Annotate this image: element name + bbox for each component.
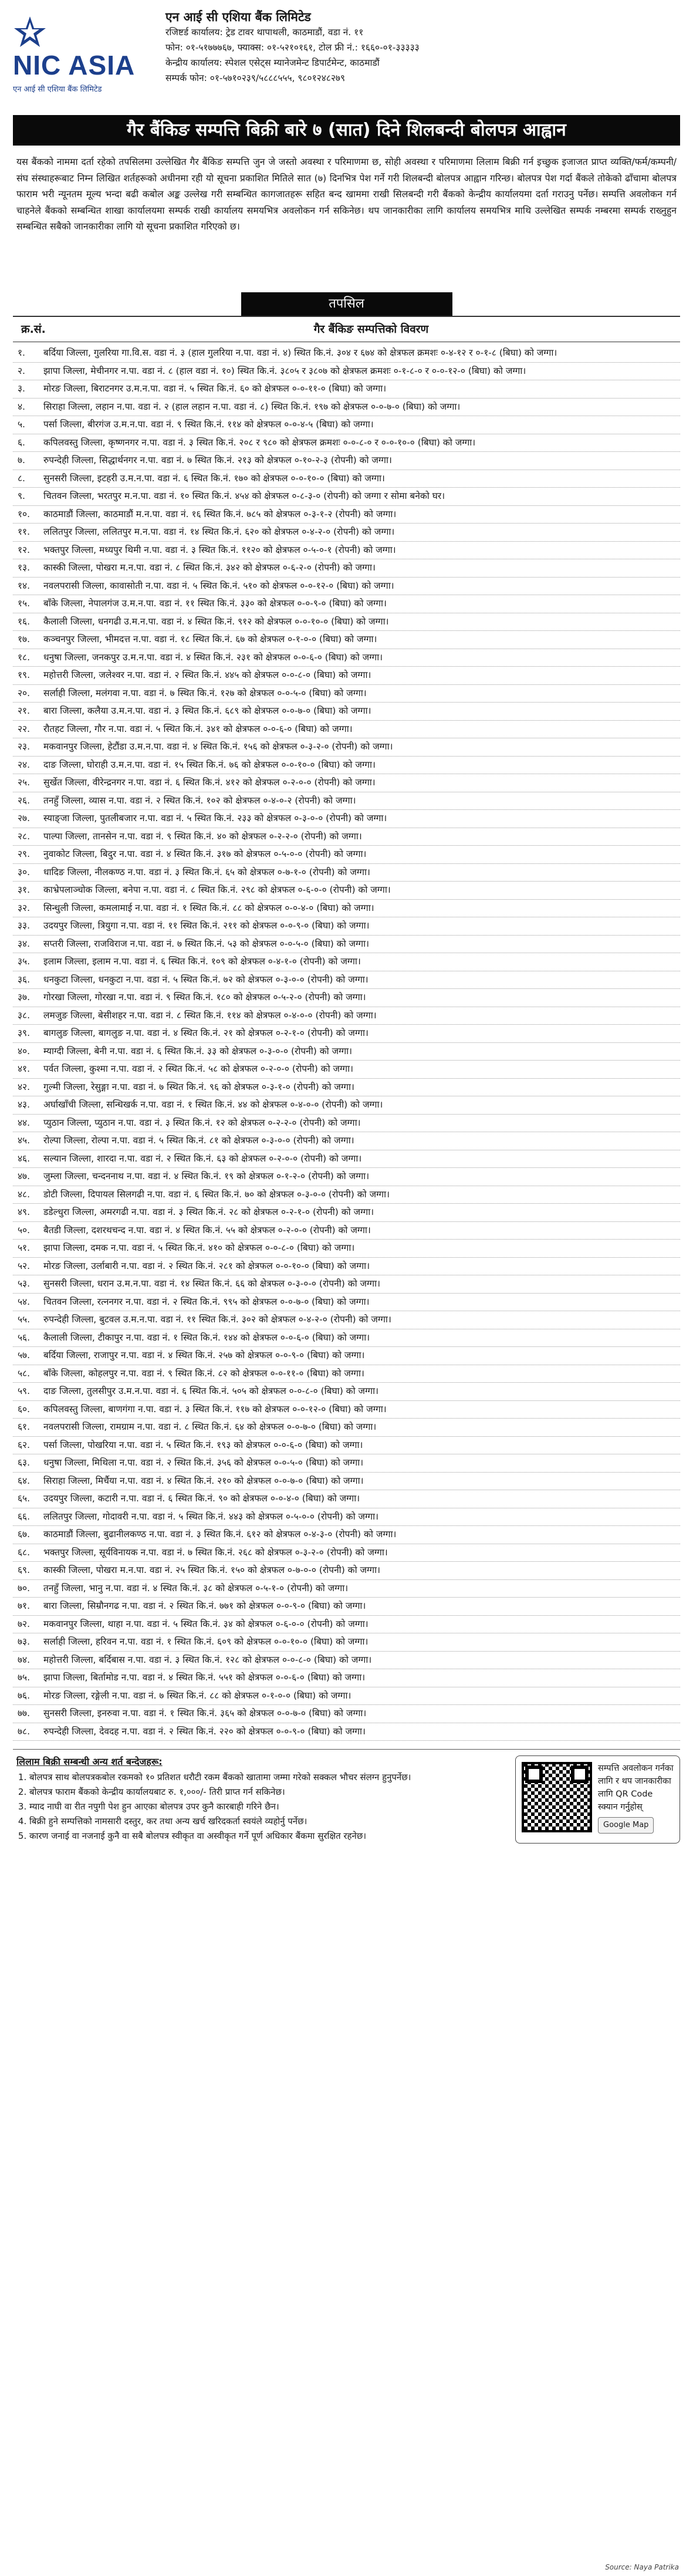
row-description: रौतहट जिल्ला, गौर न.पा. वडा नं. ५ स्थित कि.नं. ३४१ को क्षेत्रफल ०-०-६-० (बिघा) को जग्गा। — [43, 723, 353, 734]
row-serial-number: ७१. — [18, 1601, 31, 1611]
row-description: नुवाकोट जिल्ला, बिदुर न.पा. वडा नं. ४ स्थित कि.नं. ३१७ को क्षेत्रफल ०-५-०-० (रोपनी) को जग्गा। — [43, 849, 367, 859]
row-serial-number: ६०. — [18, 1403, 31, 1414]
row-serial-number: ४८. — [18, 1189, 31, 1200]
row-serial-number: ७३. — [18, 1636, 31, 1647]
table-row — [13, 470, 680, 488]
bank-contact-info — [160, 9, 680, 86]
row-description: रुपन्देही जिल्ला, सिद्धार्थनगर न.पा. वडा नं. ७ स्थित कि.नं. २१३ को क्षेत्रफल ०-१०-२-३ (रोपनी) को जग्गा। — [43, 455, 392, 465]
row-description: चितवन जिल्ला, रत्ननगर न.पा. वडा नं. २ स्थित कि.नं. ९९५ को क्षेत्रफल ०-०-७-० (बिघा) को जग्गा। — [43, 1296, 370, 1307]
row-serial-number: १६. — [18, 616, 31, 627]
row-description: मोरङ जिल्ला, बिराटनगर उ.म.न.पा. वडा नं. ५ स्थित कि.नं. ६० को क्षेत्रफल ०-०-११-० (बिघा) को जग्गा। — [43, 383, 387, 394]
row-serial-number: ८. — [18, 472, 25, 484]
table-row — [13, 1401, 680, 1419]
table-row — [13, 1723, 680, 1741]
table-row — [13, 363, 680, 381]
row-serial-number: ५. — [18, 419, 25, 430]
row-serial-number: ६१. — [18, 1422, 31, 1432]
table-row — [13, 1544, 680, 1562]
row-description: चितवन जिल्ला, भरतपुर म.न.पा. वडा नं. १० स्थित कि.नं. ४५४ को क्षेत्रफल ०-८-३-० (रोपनी) को जग्गा र सोमा बनेको घर। — [43, 491, 445, 501]
row-serial-number: ४६. — [18, 1153, 31, 1164]
row-description: धनकुटा जिल्ला, धनकुटा न.पा. वडा नं. ५ स्थित कि.नं. ७२ को क्षेत्रफल ०-३-०-० (रोपनी) को जग्गा। — [43, 974, 369, 985]
row-serial-number: ५२. — [18, 1260, 31, 1271]
row-serial-number: २१. — [18, 705, 31, 716]
row-description: दाङ जिल्ला, घोराही उ.म.न.पा. वडा नं. १५ स्थित कि.नं. ७६ को क्षेत्रफल ०-०-१०-० (बिघा) को जग्गा। — [43, 759, 376, 770]
table-row — [13, 1508, 680, 1527]
table-row — [13, 1168, 680, 1186]
table-row — [13, 1437, 680, 1455]
row-description: रुपन्देही जिल्ला, देवदह न.पा. वडा नं. २ स्थित कि.नं. २२० को क्षेत्रफल ०-०-९-० (बिघा) को जग्गा। — [43, 1726, 366, 1737]
table-row — [13, 1454, 680, 1473]
column-header-description: गैर बैंकिङ सम्पत्तिको विवरण — [313, 323, 429, 336]
row-serial-number: १२. — [18, 544, 31, 555]
row-description: अर्घाखाँची जिल्ला, सन्धिखर्क न.पा. वडा नं. १ स्थित कि.नं. ४४ को क्षेत्रफल ०-४-०-० (रोपनी) को जग्गा। — [43, 1099, 383, 1110]
row-description: काठमाडौं जिल्ला, बुढानीलकण्ठ न.पा. वडा नं. ३ स्थित कि.नं. ६१२ को क्षेत्रफल ०-४-३-० (रोपनी) को जग्गा। — [43, 1529, 397, 1539]
schedule-title: तपसिल — [241, 292, 452, 316]
table-row — [13, 685, 680, 703]
row-description: पर्वत जिल्ला, कुश्मा न.पा. वडा नं. २ स्थित कि.नं. ५८ को क्षेत्रफल ०-२-०-० (रोपनी) को जग्गा। — [43, 1064, 353, 1074]
row-description: म्याग्दी जिल्ला, बेनी न.पा. वडा नं. ६ स्थित कि.नं. ३३ को क्षेत्रफल ०-३-०-० (रोपनी) को जग्गा। — [43, 1045, 353, 1056]
terms-item: 1. बोलपत्र साथ बोलपत्रकबोल रकमको १० प्रतिशत धरौटी रकम बैंकको खातामा जम्मा गरेको सक्कल भौचर संलग्न हुनुपर्नेछ। — [29, 1770, 498, 1785]
row-serial-number: ६२. — [18, 1439, 31, 1450]
table-row — [13, 864, 680, 882]
row-serial-number: ७७. — [18, 1708, 31, 1719]
notice-title: गैर बैंकिङ सम्पत्ति बिक्री बारे ७ (सात) दिने शिलबन्दी बोलपत्र आह्वान — [13, 115, 680, 146]
row-serial-number: २८. — [18, 830, 31, 842]
table-row — [13, 524, 680, 542]
table-row — [13, 542, 680, 560]
row-description: पर्सा जिल्ला, बीरगंज उ.म.न.पा. वडा नं. ९ स्थित कि.नं. ११४ को क्षेत्रफल ०-०-४-५ (बिघा) को जग्गा। — [43, 419, 374, 430]
logo-mark — [13, 15, 47, 49]
row-description: धादिङ जिल्ला, नीलकण्ठ न.पा. वडा नं. ३ स्थित कि.नं. ६५ को क्षेत्रफल ०-७-१-० (रोपनी) को जग्गा। — [43, 866, 370, 877]
qr-code-icon[interactable] — [522, 1762, 592, 1832]
table-row — [13, 1419, 680, 1437]
row-description: भक्तपुर जिल्ला, सूर्यविनायक न.पा. वडा नं. ७ स्थित कि.नं. २६८ को क्षेत्रफल ०-३-२-० (रोपनी) को जग्गा। — [43, 1547, 388, 1558]
terms-item: 3. म्याद नाघी वा रीत नपुगी पेश हुन आएका बोलपत्र उपर कुनै कारबाही गरिने छैन। — [29, 1800, 498, 1814]
row-serial-number: १०. — [18, 508, 31, 519]
qr-info — [592, 1762, 674, 1837]
row-description: सुनसरी जिल्ला, इटहरी उ.म.न.पा. वडा नं. ६ स्थित कि.नं. १७० को क्षेत्रफल ०-०-१०-० (बिघा) को जग्गा। — [43, 472, 385, 484]
bank-address-line: रजिष्टर्ड कार्यालय: ट्रेड टावर थापाथली, काठमाडौं, वडा नं. ११ — [165, 27, 364, 38]
bank-contact-line: सम्पर्क फोन: ०१-५७१०२३९/५८८८५५५, ९८०१२४८२७९ — [165, 73, 346, 83]
bank-logo — [13, 9, 160, 94]
table-row — [13, 792, 680, 811]
row-description: सुनसरी जिल्ला, इनरुवा न.पा. वडा नं. १ स्थित कि.नं. ३६५ को क्षेत्रफल ०-०-७-० (बिघा) को जग्गा। — [43, 1708, 367, 1719]
row-description: सर्लाही जिल्ला, हरिवन न.पा. वडा नं. १ स्थित कि.नं. ६०९ को क्षेत्रफल ०-०-१०-० (बिघा) को जग्गा। — [43, 1636, 369, 1647]
row-description: सिराहा जिल्ला, लहान न.पा. वडा नं. २ (हाल लहान न.पा. वडा नं. ८) स्थित कि.नं. १९७ को क्षेत्रफल ०-०-७-० (बिघा) को जग्गा। — [43, 401, 461, 412]
table-row — [13, 1222, 680, 1240]
row-description: बाँके जिल्ला, कोहलपुर न.पा. वडा नं. ९ स्थित कि.नं. ८२ को क्षेत्रफल ०-०-११-० (बिघा) को जग्गा। — [43, 1368, 364, 1379]
row-serial-number: ७६. — [18, 1690, 31, 1701]
row-description: धनुषा जिल्ला, मिथिला न.पा. वडा नं. २ स्थित कि.नं. ३५६ को क्षेत्रफल ०-०-५-० (बिघा) को जग्गा। — [43, 1457, 364, 1468]
row-serial-number: ३४. — [18, 938, 31, 949]
row-serial-number: ६९. — [18, 1565, 31, 1575]
star-icon — [13, 15, 47, 49]
row-serial-number: ११. — [18, 526, 31, 537]
terms-section — [13, 1750, 503, 1844]
table-row — [13, 1186, 680, 1204]
row-serial-number: ३०. — [18, 866, 31, 877]
row-description: कपिलवस्तु जिल्ला, बाणगंगा न.पा. वडा नं. ३ स्थित कि.नं. ११७ को क्षेत्रफल ०-०-१२-० (बिघा) को जग्गा। — [43, 1403, 387, 1414]
bank-header — [13, 9, 680, 109]
table-row — [13, 1007, 680, 1025]
row-serial-number: ४९. — [18, 1207, 31, 1217]
table-row — [13, 1347, 680, 1365]
table-row — [13, 1240, 680, 1258]
row-description: बारा जिल्ला, सिम्रौनगढ न.पा. वडा नं. २ स्थित कि.नं. ७७१ को क्षेत्रफल ०-०-९-० (बिघा) को जग्गा। — [43, 1601, 366, 1611]
row-serial-number: ४०. — [18, 1045, 31, 1056]
row-serial-number: ५०. — [18, 1224, 31, 1235]
row-serial-number: ७५. — [18, 1672, 31, 1683]
row-serial-number: ३६. — [18, 974, 31, 985]
row-description: बागलुङ जिल्ला, बागलुङ न.पा. वडा नं. ४ स्थित कि.नं. २१ को क्षेत्रफल ०-२-१-० (रोपनी) को जग्गा। — [43, 1028, 369, 1038]
terms-item: 5. कारण जनाई वा नजनाई कुनै वा सबै बोलपत्र स्वीकृत वा अस्वीकृत गर्ने पूर्ण अधिकार बैंकमा सुरक्षित रहनेछ। — [29, 1829, 498, 1844]
row-description: स्याङ्जा जिल्ला, पुतलीबजार न.पा. वडा नं. ५ स्थित कि.नं. २३३ को क्षेत्रफल ०-३-०-० (रोपनी) को जग्गा। — [43, 813, 387, 823]
row-description: सिराहा जिल्ला, मिर्चैया न.पा. वडा नं. ४ स्थित कि.नं. २१० को क्षेत्रफल ०-०-७-० (बिघा) को जग्गा। — [43, 1475, 364, 1486]
terms-item: 2. बोलपत्र फाराम बैंकको केन्द्रीय कार्यालयबाट रु. १,०००/- तिरी प्राप्त गर्न सकिनेछ। — [29, 1785, 498, 1800]
table-row — [13, 953, 680, 971]
row-serial-number: ७०. — [18, 1582, 31, 1593]
row-description: सर्लाही जिल्ला, मलंगवा न.पा. वडा नं. ७ स्थित कि.नं. १२७ को क्षेत्रफल ०-०-५-० (बिघा) को जग्गा। — [43, 687, 367, 698]
row-serial-number: २७. — [18, 813, 31, 823]
table-row — [13, 1311, 680, 1329]
row-serial-number: २५. — [18, 777, 31, 788]
table-row — [13, 416, 680, 434]
row-description: बर्दिया जिल्ला, राजापुर न.पा. वडा नं. ४ स्थित कि.नं. २५७ को क्षेत्रफल ०-०-९-० (बिघा) को जग्गा। — [43, 1350, 365, 1360]
row-description: मोरङ जिल्ला, रङ्गेली न.पा. वडा नं. ७ स्थित कि.नं. ८८ को क्षेत्रफल ०-१-०-० (बिघा) को जग्गा। — [43, 1690, 351, 1701]
bank-office-line: केन्द्रीय कार्यालय: स्पेशल एसेट्स म्यानेजमेन्ट डिपार्टमेन्ट, काठमाडौं — [165, 58, 380, 68]
row-description: धनुषा जिल्ला, जनकपुर उ.म.न.पा. वडा नं. ४ स्थित कि.नं. २३१ को क्षेत्रफल ०-०-६-० (बिघा) को जग्गा। — [43, 651, 383, 663]
row-serial-number: ३२. — [18, 902, 31, 913]
row-description: नवलपरासी जिल्ला, रामग्राम न.पा. वडा नं. ८ स्थित कि.नं. ६४ को क्षेत्रफल ०-०-७-० (बिघा) को जग्गा। — [43, 1422, 377, 1432]
row-serial-number: ६८. — [18, 1547, 31, 1558]
row-serial-number: १९. — [18, 670, 31, 680]
row-description: प्युठान जिल्ला, प्युठान न.पा. वडा नं. ३ स्थित कि.नं. १२ को क्षेत्रफल ०-२-२-० (रोपनी) को जग्गा। — [43, 1117, 361, 1128]
row-description: कास्की जिल्ला, पोखरा म.न.पा. वडा नं. ८ स्थित कि.नं. ३४२ को क्षेत्रफल ०-६-२-० (रोपनी) को जग्गा। — [43, 562, 376, 573]
table-row — [13, 434, 680, 453]
table-row — [13, 1150, 680, 1169]
row-serial-number: ७२. — [18, 1618, 31, 1629]
table-row — [13, 1132, 680, 1150]
row-description: कैलाली जिल्ला, टीकापुर न.पा. वडा नं. १ स्थित कि.नं. १४४ को क्षेत्रफल ०-०-६-० (बिघा) को जग्गा। — [43, 1332, 370, 1343]
row-serial-number: १. — [18, 347, 25, 358]
row-description: बारा जिल्ला, कलैया उ.म.न.पा. वडा नं. ३ स्थित कि.नं. ६८९ को क्षेत्रफल ०-०-७-० (बिघा) को जग्गा। — [43, 705, 371, 716]
table-row — [13, 757, 680, 775]
row-description: सप्तरी जिल्ला, राजविराज न.पा. वडा नं. ७ स्थित कि.नं. ५३ को क्षेत्रफल ०-०-५-० (बिघा) को जग्गा। — [43, 938, 369, 949]
table-row — [13, 989, 680, 1007]
row-serial-number: ६. — [18, 437, 25, 448]
row-description: बर्दिया जिल्ला, गुलरिया गा.वि.स. वडा नं. ३ (हाल गुलरिया न.पा. वडा नं. ४) स्थित कि.नं. ३०४ र ६७४ को क्षेत्रफल क्रमशः ०-४-१२ र ०-१-८ (बिघा) को जग्गा। — [43, 347, 557, 358]
row-serial-number: २०. — [18, 687, 31, 698]
row-serial-number: ३५. — [18, 956, 31, 967]
terms-list — [29, 1770, 498, 1844]
table-row — [13, 774, 680, 792]
table-row — [13, 971, 680, 990]
row-description: डडेल्धुरा जिल्ला, अमरगढी न.पा. वडा नं. ३ स्थित कि.नं. २८ को क्षेत्रफल ०-२-१-० (रोपनी) को जग्गा। — [43, 1207, 374, 1217]
schedule-table-header — [13, 316, 680, 342]
table-row — [13, 1096, 680, 1115]
terms-item: 4. बिक्री हुने सम्पत्तिको नामसारी दस्तुर, कर तथा अन्य खर्च खरिदकर्ता स्वयंले व्यहोर्नु पर्नेछ। — [29, 1814, 498, 1829]
row-serial-number: १७. — [18, 634, 31, 644]
table-row — [13, 1025, 680, 1043]
table-row — [13, 595, 680, 613]
table-row — [13, 1580, 680, 1598]
intro-paragraph: यस बैंकको नाममा दर्ता रहेको तपसिलमा उल्लेखित गैर बैंकिङ सम्पत्ति जुन जे जस्तो अवस्था र परिमाणमा छ, सोही अवस्था र परिमाणमा लिलाम बिक्री गर्न इच्छुक इजाजत प्राप्त व्यक्ति/फर्म/कम्पनी/संघ संस्थाहरूबाट निम्न लिखित शर्तहरूको अधीनमा रही यो सूचना प्रकाशित मितिले सात (७) दिनभित्र पेश गर्ने गरी शिलबन्दी बोलपत्र आह्वान गरिन्छ। बोलपत्र पेश गर्दा बैंकले तोकेको ढाँचामा बोलपत्र फाराम भरी न्यूनतम मूल्य भन्दा बढी कबोल अङ्क उल्लेख गरी सम्बन्धित कागजातहरू सहित बन्द खाममा राखी सिलबन्दी गरी बैंकको केन्द्रीय कार्यालयमा दर्ता गराउनु पर्नेछ। सम्पत्ति अवलोकन गर्न चाहनेले बैंकको सम्बन्धित शाखा कार्यालयमा सम्पर्क राखी कार्यालय समयभित्र अवलोकन गर्न सकिनेछ। थप जानकारीका लागि कार्यालय समयभित्र माथि उल्लेखित सम्पर्क नम्बरमा सम्पर्क राख्नुहुन सम्बन्धित सबैको जानकारीका लागि यो सूचना प्रकाशित गरिएको छ। — [16, 156, 677, 232]
row-serial-number: ४. — [18, 401, 25, 412]
row-serial-number: ४७. — [18, 1171, 31, 1181]
table-row — [13, 1115, 680, 1133]
row-description: सिन्धुली जिल्ला, कमलामाई न.पा. वडा नं. १ स्थित कि.नं. ८८ को क्षेत्रफल ०-०-४-० (बिघा) को जग्गा। — [43, 902, 374, 913]
table-row — [13, 1526, 680, 1544]
table-row — [13, 1294, 680, 1312]
table-row — [13, 1598, 680, 1616]
row-serial-number: ३३. — [18, 920, 31, 931]
row-serial-number: ६७. — [18, 1529, 31, 1539]
row-description: कैलाली जिल्ला, धनगढी उ.म.न.पा. वडा नं. ४ स्थित कि.नं. ९१२ को क्षेत्रफल ०-०-१०-० (बिघा) को जग्गा। — [43, 616, 389, 627]
row-serial-number: ९. — [18, 491, 25, 501]
row-serial-number: ४१. — [18, 1064, 31, 1074]
row-serial-number: ६५. — [18, 1493, 31, 1504]
row-serial-number: १४. — [18, 580, 31, 591]
row-description: उदयपुर जिल्ला, त्रियुगा न.पा. वडा नं. ११ स्थित कि.नं. २११ को क्षेत्रफल ०-०-९-० (बिघा) को जग्गा। — [43, 920, 370, 931]
row-serial-number: १५. — [18, 598, 31, 609]
table-row — [13, 452, 680, 470]
qr-contact-box — [515, 1755, 680, 1844]
table-row — [13, 1705, 680, 1723]
row-description: मोरङ जिल्ला, उर्लाबारी न.पा. वडा नं. २ स्थित कि.नं. २८१ को क्षेत्रफल ०-०-१०-० (बिघा) को जग्गा। — [43, 1260, 370, 1271]
row-serial-number: २६. — [18, 795, 31, 806]
row-description: ललितपुर जिल्ला, ललितपुर म.न.पा. वडा नं. १४ स्थित कि.नं. ६२० को क्षेत्रफल ०-४-२-० (रोपनी) को जग्गा। — [43, 526, 395, 537]
row-serial-number: २. — [18, 365, 25, 376]
row-serial-number: १३. — [18, 562, 31, 573]
table-row — [13, 1687, 680, 1706]
table-row — [13, 1669, 680, 1687]
table-row — [13, 1204, 680, 1222]
row-serial-number: ५३. — [18, 1278, 31, 1289]
row-description: मकवानपुर जिल्ला, हेटौंडा उ.म.न.पा. वडा नं. ४ स्थित कि.नं. १५६ को क्षेत्रफल ०-३-२-० (रोपनी) को जग्गा। — [43, 741, 393, 752]
row-serial-number: २४. — [18, 759, 31, 770]
schedule-rows — [13, 345, 680, 1741]
row-description: तनहुँ जिल्ला, व्यास न.पा. वडा नं. २ स्थित कि.नं. १०२ को क्षेत्रफल ०-४-०-२ (रोपनी) को जग्गा। — [43, 795, 356, 806]
table-row — [13, 1562, 680, 1580]
row-serial-number: ५७. — [18, 1350, 31, 1360]
row-serial-number: ५८. — [18, 1368, 31, 1379]
row-serial-number: ४४. — [18, 1117, 31, 1128]
row-serial-number: ५४. — [18, 1296, 31, 1307]
table-row — [13, 1473, 680, 1491]
row-serial-number: ३७. — [18, 992, 31, 1002]
row-description: काठमाडौं जिल्ला, काठमाडौं म.न.पा. वडा नं. १६ स्थित कि.नं. ७८५ को क्षेत्रफल ०-३-१-२ (रोपनी) को जग्गा। — [43, 508, 397, 519]
table-row — [13, 917, 680, 936]
row-serial-number: २९. — [18, 849, 31, 859]
table-row — [13, 936, 680, 954]
row-description: बैतडी जिल्ला, दशरथचन्द न.पा. वडा नं. ४ स्थित कि.नं. ५५ को क्षेत्रफल ०-२-०-० (रोपनी) को जग्गा। — [43, 1224, 371, 1235]
qr-instructions: सम्पत्ति अवलोकन गर्नका लागि र थप जानकारीका लागि QR Code स्क्यान गर्नुहोस् — [598, 1764, 674, 1812]
row-description: पर्सा जिल्ला, पोखरिया न.पा. वडा नं. ५ स्थित कि.नं. १९३ को क्षेत्रफल ०-०-६-० (बिघा) को जग्गा। — [43, 1439, 363, 1450]
row-serial-number: २२. — [18, 723, 31, 734]
row-description: सुनसरी जिल्ला, धरान उ.म.न.पा. वडा नं. १४ स्थित कि.नं. ६६ को क्षेत्रफल ०-३-०-० (रोपनी) को जग्गा। — [43, 1278, 381, 1289]
row-description: तनहुँ जिल्ला, भानु न.पा. वडा नं. ४ स्थित कि.नं. ३८ को क्षेत्रफल ०-५-१-० (रोपनी) को जग्गा। — [43, 1582, 349, 1593]
row-serial-number: ३८. — [18, 1010, 31, 1021]
table-row — [13, 882, 680, 900]
table-row — [13, 846, 680, 864]
table-row — [13, 1079, 680, 1097]
source-credit: Source: Naya Patrika — [605, 2563, 679, 2571]
terms-title: लिलाम बिक्री सम्बन्धी अन्य शर्त बन्देजहरू: — [16, 1756, 163, 1767]
row-description: झापा जिल्ला, मेचीनगर न.पा. वडा नं. ८ (हाल वडा नं. १०) स्थित कि.नं. ३८०५ र ३८०७ को क्षेत्रफल क्रमशः ०-१-८-० र ०-०-१२-० (बिघा) को जग्गा। — [43, 365, 526, 376]
row-serial-number: ७. — [18, 455, 25, 465]
row-description: जुम्ला जिल्ला, चन्दननाथ न.पा. वडा नं. ४ स्थित कि.नं. १९ को क्षेत्रफल ०-१-२-० (रोपनी) को जग्गा। — [43, 1171, 370, 1181]
row-serial-number: १८. — [18, 651, 31, 663]
table-row — [13, 506, 680, 524]
row-serial-number: ४५. — [18, 1135, 31, 1146]
row-description: डोटी जिल्ला, दिपायल सिलगढी न.पा. वडा नं. ६ स्थित कि.नं. ७० को क्षेत्रफल ०-३-०-० (रोपनी) को जग्गा। — [43, 1189, 390, 1200]
table-row — [13, 1383, 680, 1401]
row-serial-number: ५९. — [18, 1386, 31, 1396]
row-description: कास्की जिल्ला, पोखरा म.न.पा. वडा नं. २५ स्थित कि.नं. १५० को क्षेत्रफल ०-७-०-० (रोपनी) को जग्गा। — [43, 1565, 380, 1575]
row-description: बाँके जिल्ला, नेपालगंज उ.म.न.पा. वडा नं. ११ स्थित कि.नं. ३३० को क्षेत्रफल ०-०-९-० (बिघा) को जग्गा। — [43, 598, 387, 609]
row-description: गोरखा जिल्ला, गोरखा न.पा. वडा नं. ९ स्थित कि.नं. १८० को क्षेत्रफल ०-५-२-० (रोपनी) को जग्गा। — [43, 992, 366, 1002]
table-row — [13, 1329, 680, 1348]
row-description: नवलपरासी जिल्ला, कावासोती न.पा. वडा नं. ५ स्थित कि.नं. ५१० को क्षेत्रफल ०-०-१२-० (बिघा) को जग्गा। — [43, 580, 394, 591]
table-row — [13, 649, 680, 667]
row-description: महोत्तरी जिल्ला, बर्दिबास न.पा. वडा नं. ३ स्थित कि.नं. १२८ को क्षेत्रफल ०-०-८-० (बिघा) को जग्गा। — [43, 1654, 372, 1665]
table-row — [13, 1061, 680, 1079]
row-description: महोत्तरी जिल्ला, जलेश्वर न.पा. वडा नं. २ स्थित कि.नं. ४४५ को क्षेत्रफल ०-०-८-० (बिघा) को जग्गा। — [43, 670, 371, 680]
table-row — [13, 1365, 680, 1383]
row-serial-number: ४३. — [18, 1099, 31, 1110]
row-description: दाङ जिल्ला, तुलसीपुर उ.म.न.पा. वडा नं. ६ स्थित कि.नं. ५०५ को क्षेत्रफल ०-०-८-० (बिघा) को जग्गा। — [43, 1386, 378, 1396]
bank-name: एन आई सी एशिया बैंक लिमिटेड — [165, 10, 311, 24]
row-serial-number: ४२. — [18, 1081, 31, 1092]
table-row — [13, 738, 680, 757]
table-row — [13, 1043, 680, 1061]
row-description: गुल्मी जिल्ला, रेसुङ्गा न.पा. वडा नं. ७ स्थित कि.नं. ९६ को क्षेत्रफल ०-३-१-० (रोपनी) को जग्गा। — [43, 1081, 354, 1092]
row-serial-number: ३९. — [18, 1028, 31, 1038]
table-row — [13, 1633, 680, 1652]
row-description: इलाम जिल्ला, इलाम न.पा. वडा नं. ६ स्थित कि.नं. १०९ को क्षेत्रफल ०-४-१-० (रोपनी) को जग्गा। — [43, 956, 361, 967]
column-header-sn: क्र.सं. — [21, 323, 46, 336]
row-serial-number: ६६. — [18, 1511, 31, 1522]
row-description: पाल्पा जिल्ला, तानसेन न.पा. वडा नं. ९ स्थित कि.नं. ४० को क्षेत्रफल ०-२-२-० (रोपनी) को जग्गा। — [43, 830, 362, 842]
logo-tagline: एन आई सी एशिया बैंक लिमिटेड — [13, 85, 102, 94]
table-row — [13, 1275, 680, 1294]
logo-text: NIC ASIA — [13, 50, 136, 80]
table-row — [13, 631, 680, 649]
row-serial-number: ६४. — [18, 1475, 31, 1486]
row-serial-number: २३. — [18, 741, 31, 752]
table-row — [13, 578, 680, 596]
google-map-link[interactable]: Google Map — [598, 1817, 654, 1834]
bottom-section — [13, 1749, 680, 1844]
table-row — [13, 559, 680, 578]
row-serial-number: ५१. — [18, 1243, 31, 1253]
row-description: रुपन्देही जिल्ला, बुटवल उ.म.न.पा. वडा नं. ११ स्थित कि.नं. ३०२ को क्षेत्रफल ०-४-२-० (रोपनी) को जग्गा। — [43, 1314, 391, 1325]
table-row — [13, 721, 680, 739]
row-serial-number: ५६. — [18, 1332, 31, 1343]
table-row — [13, 1652, 680, 1670]
table-row — [13, 1490, 680, 1508]
row-description: उदयपुर जिल्ला, कटारी न.पा. वडा नं. ६ स्थित कि.नं. ९० को क्षेत्रफल ०-०-४-० (बिघा) को जग्गा। — [43, 1493, 360, 1504]
row-description: काभ्रेपलाञ्चोक जिल्ला, बनेपा न.पा. वडा नं. ८ स्थित कि.नं. २९८ को क्षेत्रफल ०-६-०-० (रोपनी) को जग्गा। — [43, 884, 391, 895]
table-row — [13, 810, 680, 828]
row-serial-number: ७४. — [18, 1654, 31, 1665]
row-description: सुर्खेत जिल्ला, वीरेन्द्रनगर न.पा. वडा नं. ६ स्थित कि.नं. ४१२ को क्षेत्रफल ०-२-०-० (रोपनी) को जग्गा। — [43, 777, 376, 788]
table-row — [13, 613, 680, 632]
row-serial-number: ७८. — [18, 1726, 31, 1737]
bank-phone-line: फोन: ०१-५१७७७६७, फ्याक्स: ०१-५२१०१६१, टोल फ्री नं.: १६६०-०१-३३३३३ — [165, 42, 420, 53]
row-description: झापा जिल्ला, बिर्तामोड न.पा. वडा नं. ४ स्थित कि.नं. ५५१ को क्षेत्रफल ०-०-६-० (बिघा) को जग्गा। — [43, 1672, 366, 1683]
table-row — [13, 667, 680, 685]
table-row — [13, 703, 680, 721]
row-description: ललितपुर जिल्ला, गोदावरी न.पा. वडा नं. ५ स्थित कि.नं. ४४३ को क्षेत्रफल ०-५-०-० (रोपनी) को जग्गा। — [43, 1511, 378, 1522]
table-row — [13, 345, 680, 363]
row-serial-number: ६३. — [18, 1457, 31, 1468]
table-row — [13, 399, 680, 417]
row-description: झापा जिल्ला, दमक न.पा. वडा नं. ५ स्थित कि.नं. ४१० को क्षेत्रफल ०-०-८-० (बिघा) को जग्गा। — [43, 1243, 355, 1253]
row-description: रोल्पा जिल्ला, रोल्पा न.पा. वडा नं. ५ स्थित कि.नं. ८१ को क्षेत्रफल ०-३-०-० (रोपनी) को जग्गा। — [43, 1135, 354, 1146]
row-description: भक्तपुर जिल्ला, मध्यपुर थिमी न.पा. वडा नं. ३ स्थित कि.नं. ११२० को क्षेत्रफल ०-५-०-१ (रोपनी) को जग्गा। — [43, 544, 396, 555]
row-serial-number: ५५. — [18, 1314, 31, 1325]
row-description: कपिलवस्तु जिल्ला, कृष्णनगर न.पा. वडा नं. ३ स्थित कि.नं. २०८ र ९८० को क्षेत्रफल क्रमशः ०-०-८-० र ०-०-१०-० (बिघा) को जग्गा। — [43, 437, 476, 448]
table-row — [13, 1616, 680, 1634]
table-row — [13, 380, 680, 399]
table-row — [13, 828, 680, 846]
row-description: सल्यान जिल्ला, शारदा न.पा. वडा नं. २ स्थित कि.नं. ६३ को क्षेत्रफल ०-२-०-० (रोपनी) को जग्गा। — [43, 1153, 362, 1164]
row-description: मकवानपुर जिल्ला, थाहा न.पा. वडा नं. ५ स्थित कि.नं. ३४ को क्षेत्रफल ०-६-०-० (रोपनी) को जग्गा। — [43, 1618, 369, 1629]
row-description: लमजुङ जिल्ला, बेसीशहर न.पा. वडा नं. ८ स्थित कि.नं. ११४ को क्षेत्रफल ०-४-०-० (रोपनी) को जग्गा। — [43, 1010, 377, 1021]
row-description: कञ्चनपुर जिल्ला, भीमदत्त न.पा. वडा नं. १८ स्थित कि.नं. ६७ को क्षेत्रफल ०-१-०-० (बिघा) को जग्गा। — [43, 634, 377, 644]
row-serial-number: ३१. — [18, 884, 31, 895]
table-row — [13, 1258, 680, 1276]
table-row — [13, 900, 680, 918]
table-row — [13, 488, 680, 506]
row-serial-number: ३. — [18, 383, 25, 394]
